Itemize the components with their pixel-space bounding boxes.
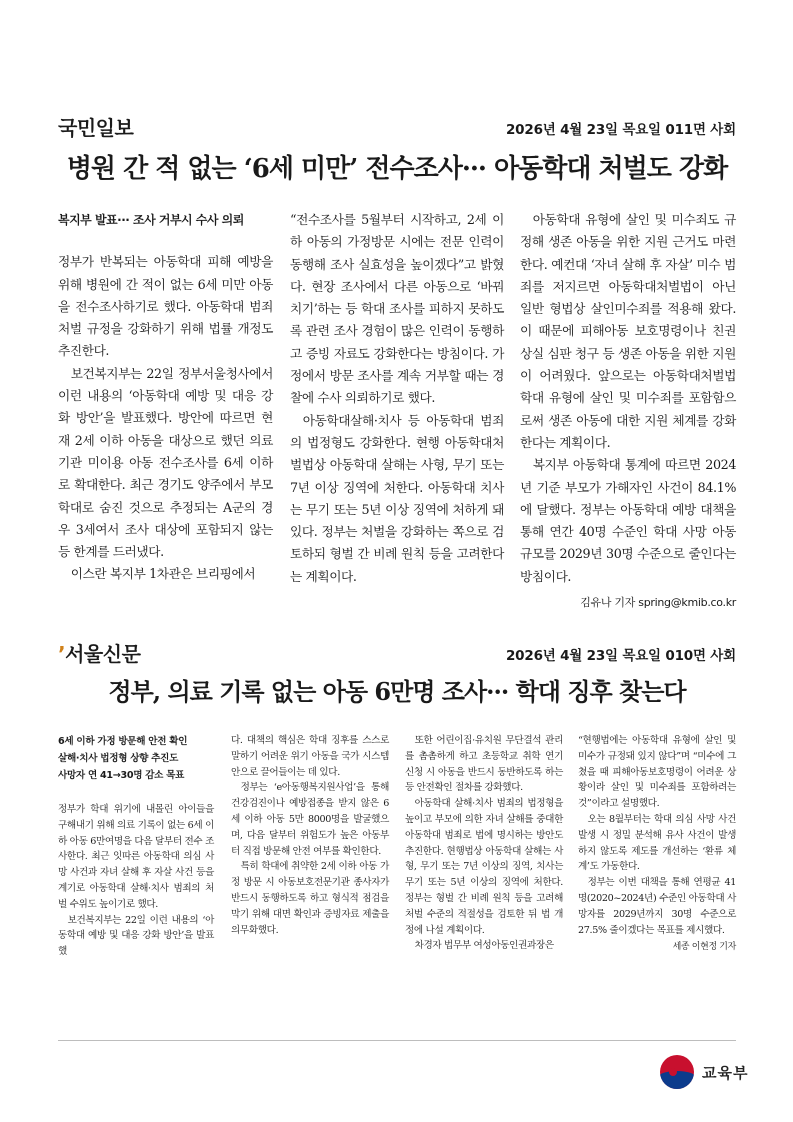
- subhead-line: 6세 이하 가정 방문해 안전 확인: [58, 736, 188, 747]
- paragraph: 특히 학대에 취약한 2세 이하 아동 가정 방문 시 아동보호전문기관 종사자가 반드시 동행하도록 하고 형식적 점검을 막기 위해 대면 확인과 증빙자료 제출을 의무화했다.: [231, 861, 389, 936]
- headline: 병원 간 적 없는 ‘6세 미만’ 전수조사··· 아동학대 처벌도 강화: [66, 154, 728, 184]
- paragraph: 정부가 학대 위기에 내몰린 아이들을 구해내기 위해 의료 기록이 없는 6세 이하 아동 6만여명을 다음 달부터 전수 조사한다. 최근 잇따른 아동학대 의심 사망 사건과 자녀 살해 후 자살 사건 등을 계기로 아동학대 살해·치사 범죄의 처벌 수위도 높이기로 했다.: [58, 804, 214, 910]
- column-3: [520, 209, 736, 614]
- subhead-line: 살해·치사 법정형 상향 추진도: [58, 753, 179, 764]
- headline: 정부, 의료 기록 없는 아동 6만명 조사··· 학대 징후 찾는다: [108, 677, 686, 706]
- paragraph: 이스란 복지부 1차관은 브리핑에서: [70, 566, 256, 582]
- column-4: [578, 733, 736, 956]
- newspaper-name: 국민일보: [58, 116, 134, 140]
- paragraph: 보건복지부는 22일 정부서울청사에서 이런 내용의 ‘아동학대 예방 및 대응 강화 방안’을 발표했다. 방안에 따르면 현재 2세 이하 아동을 대상으로 했던 의료기관 미이용 아동 전수조사를 6세 이하로 확대한다. 최근 경기도 양주에서 부모 학대로 숨진 것으로 추정되는 A군의 경우 3세여서 조사 대상에 포함되지 않는 등 한계를 드러냈다.: [58, 365, 273, 560]
- paragraph: 보건복지부는 22일 이런 내용의 ‘아동학대 예방 및 대응 강화 방안’을 발표했: [58, 914, 214, 958]
- article-seoul: [58, 638, 736, 958]
- paragraph: “현행법에는 아동학대 유형에 살인 및 미수가 규정돼 있지 않다”며 “미수에 그쳤을 때 피해아동보호명령이 어려운 상황이라 살인 및 미수죄를 포함하려는 것”이라고 설명했다.: [578, 735, 736, 810]
- ministry-logo: [660, 1055, 780, 1091]
- article-kookmin: [58, 112, 736, 610]
- subhead: [58, 733, 214, 784]
- paragraph: 아동학대 살해·치사 범죄의 법정형을 높이고 부모에 의한 자녀 살해를 중대한 아동학대 범죄로 법에 명시하는 방안도 추진한다. 현행법상 아동학대 살해는 사형, 무기 또는 7년 이상의 징역, 치사는 무기 또는 5년 이상의 징역에 처한다. 정부는 형벌 간 비례 원칙 등을 고려해 처벌 수준의 적절성을 검토한 뒤 법 개정에 나설 계획이다.: [405, 798, 563, 936]
- paragraph: 아동학대 유형에 살인 및 미수죄도 규정해 생존 아동을 위한 지원 근거도 마련한다. 예컨대 ‘자녀 살해 후 자살’ 미수 범죄를 저지르면 아동학대처벌법이 아닌 일반 형법상 살인미수죄를 적용해 왔다. 이 때문에 피해아동 보호명령이나 친권상실 심판 청구 등 생존 아동을 위한 지원이 어려웠다. 앞으로는 아동학대처벌법 학대 유형에 살인 및 미수죄를 포함함으로써 생존 아동에 대한 지원 체계를 강화한다는 계획이다.: [520, 212, 736, 450]
- column-1: [58, 209, 273, 586]
- paragraph: 복지부 아동학대 통계에 따르면 2024년 기준 부모가 가해자인 사건이 84.1%에 달했다. 정부는 아동학대 예방 대책을 통해 연간 40명 수준인 학대 사망 아동 규모를 2029년 30명 수준으로 줄인다는 방침이다.: [520, 457, 736, 584]
- dateline: 2026년 4월 23일 목요일 011면 사회: [505, 122, 736, 138]
- paragraph: 정부는 ‘e아동행복지원사업’을 통해 건강검진이나 예방접종을 받지 않은 6세 이하 아동 5만 8000명을 발굴했으며, 다음 달부터 위험도가 높은 아동부터 직접 방문해 안전 여부를 확인한다.: [231, 782, 389, 857]
- column-1: [58, 733, 214, 960]
- article-header: [58, 112, 736, 142]
- column-2: [231, 733, 389, 938]
- paragraph: 또한 어린이집·유치원 무단결석 관리를 촘촘하게 하고 초등학교 취학 연기 신청 시 아동을 반드시 동반하도록 하는 등 안전확인 절차를 강화했다.: [405, 735, 563, 794]
- emblem-blue-part: [660, 1071, 694, 1089]
- newspaper-name: [58, 638, 140, 667]
- taegeuk-emblem-icon: [660, 1055, 694, 1089]
- byline: 김유나 기자 spring@kmib.co.kr: [580, 596, 736, 610]
- paragraph: 다. 대책의 핵심은 학대 징후를 스스로 말하기 어려운 위기 아동을 국가 시스템 안으로 끌어들이는 데 있다.: [231, 735, 389, 778]
- byline: 세종 이현정 기자: [672, 942, 736, 953]
- paragraph: 정부가 반복되는 아동학대 피해 예방을 위해 병원에 간 적이 없는 6세 미만 아동을 전수조사하기로 했다. 아동학대 범죄 처벌 규정을 강화하기 위해 법률 개정도 추진한다.: [58, 254, 273, 359]
- paragraph: “전수조사를 5월부터 시작하고, 2세 이하 아동의 가정방문 시에는 전문 인력이 동행해 조사 실효성을 높이겠다”고 밝혔다. 현장 조사에서 다른 아동으로 ‘바꿔치기’하는 등 학대 조사를 피하지 못하도록 관련 조사 경험이 많은 인력이 동행하고 증빙 자료도 강화한다는 방침이다. 가정에서 방문 조사를 계속 거부할 때는 경찰에 수사 의뢰하기로 했다.: [290, 212, 504, 406]
- column-2: [290, 209, 504, 588]
- ministry-name: 교육부: [702, 1064, 749, 1082]
- subhead-line: 사망자 연 41→30명 감소 목표: [58, 770, 185, 781]
- emblem-red-dot: [669, 1068, 677, 1076]
- paragraph: 차경자 법무부 여성아동인권과장은: [414, 940, 554, 952]
- paragraph: 정부는 이번 대책을 통해 연평균 41명(2020~2024년) 수준인 아동학대 사망자를 2029년까지 30명 수준으로 27.5% 줄이겠다는 목표를 제시했다.: [578, 877, 736, 936]
- newspaper-logo-mark: ’: [58, 642, 66, 666]
- subhead: 복지부 발표··· 조사 거부시 수사 의뢰: [58, 213, 244, 227]
- paragraph: 오는 8월부터는 학대 의심 사망 사건 발생 시 정밀 분석해 유사 사건이 발생하지 않도록 제도를 개선하는 ‘환류 체계’도 가동한다.: [578, 813, 736, 873]
- footer-divider: [58, 1040, 736, 1041]
- column-3: [405, 733, 563, 954]
- article-header: [58, 638, 736, 668]
- newspaper-name-text: 서울신문: [65, 642, 141, 666]
- dateline: 2026년 4월 23일 목요일 010면 사회: [505, 648, 736, 664]
- paragraph: 아동학대살해·치사 등 아동학대 범죄의 법정형도 강화한다. 현행 아동학대처벌법상 아동학대 살해는 사형, 무기 또는 7년 이상 징역에 처한다. 아동학대 치사는 무기 또는 5년 이상 징역에 처하게 돼 있다. 정부는 처벌을 강화하는 쪽으로 검토하되 형벌 간 비례 원칙 등을 고려한다는 계획이다.: [290, 412, 504, 584]
